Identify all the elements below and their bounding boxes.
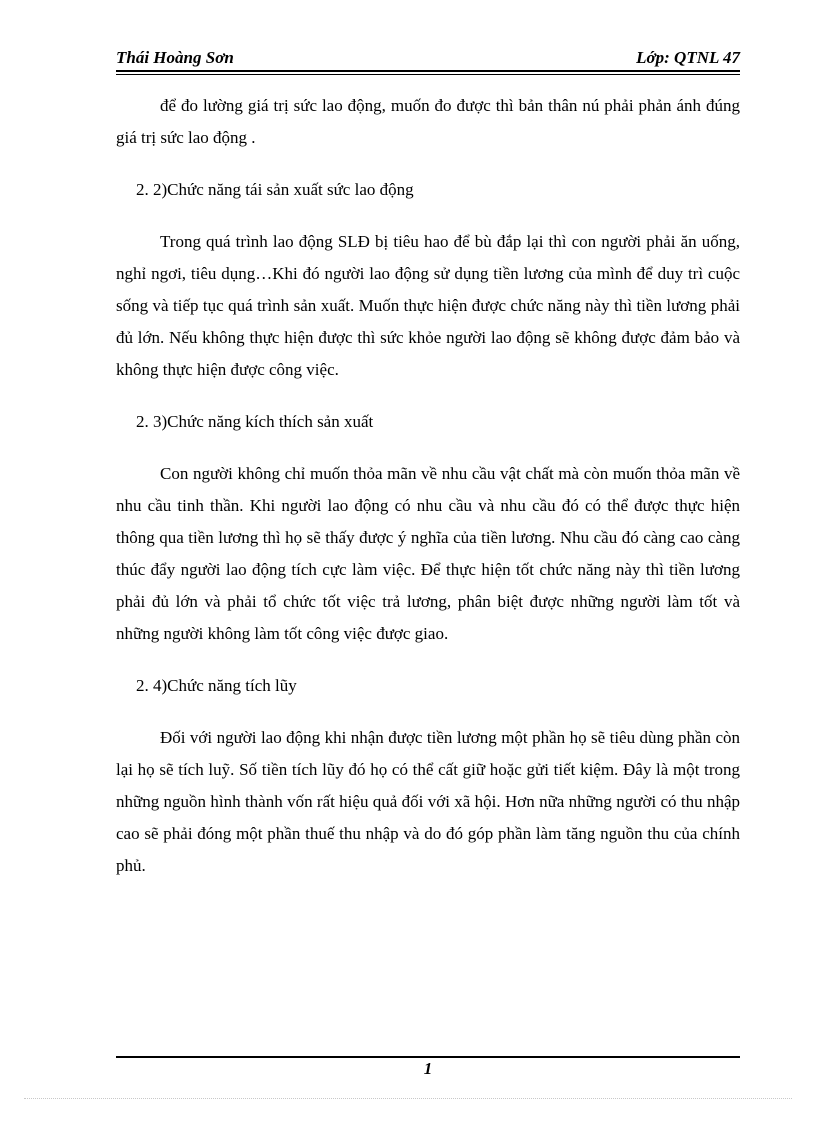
document-body	[116, 90, 740, 902]
intro-paragraph: để đo lường giá trị sức lao động, muốn đo được thì bản thân nú phải phản ánh đúng giá trị sức lao động .	[116, 96, 740, 147]
header-class-label: Lớp: QTNL 47	[636, 48, 740, 67]
page-number: 1	[423, 1059, 433, 1078]
section-body-reproduction: Trong quá trình lao động SLĐ bị tiêu hao để bù đắp lại thì con người phải ăn uống, nghỉ ngơi, tiêu dụng…Khi đó người lao động sử dụng tiền lương của mình để duy trì cuộc sống và tiếp tục quá trình sản xuất. Muốn thực hiện được chức năng này thì tiền lương phải đủ lớn. Nếu không thực hiện được thì sức khỏe người lao động sẽ không được đảm bảo và không thực hiện được công việc.	[116, 232, 740, 379]
footer-divider	[116, 1056, 740, 1058]
section-heading-stimulation: 2. 3)Chức năng kích thích sản xuất	[136, 412, 374, 431]
section-heading-reproduction: 2. 2)Chức năng tái sản xuất sức lao động	[136, 180, 414, 199]
section-heading-accumulation: 2. 4)Chức năng tích lũy	[136, 676, 297, 695]
page-bottom-dotted-edge	[24, 1098, 792, 1099]
header-author: Thái Hoàng Sơn	[116, 48, 234, 67]
header-divider-thin	[116, 74, 740, 75]
section-body-stimulation: Con người không chỉ muốn thỏa mãn về nhu cầu vật chất mà còn muốn thỏa mãn về nhu cầu tinh thần. Khi người lao động có nhu cầu và nhu cầu đó có thể được thực hiện thông qua tiền lương thì họ sẽ thấy được ý nghĩa của tiền lương. Nhu cầu đó càng cao càng thúc đẩy người lao động tích cực làm việc. Để thực hiện tốt chức năng này thì tiền lương phải đủ lớn và phải tổ chức tốt việc trả lương, phân biệt được những người làm tốt và những người không làm tốt công việc được giao.	[116, 464, 740, 643]
header-divider-thick	[116, 70, 740, 72]
section-body-accumulation: Đối với người lao động khi nhận được tiền lương một phần họ sẽ tiêu dùng phần còn lại họ sẽ tích luỹ. Số tiền tích lũy đó họ có thể cất giữ hoặc gửi tiết kiệm. Đây là một trong những nguồn hình thành vốn rất hiệu quả đối với xã hội. Hơn nữa những người có thu nhập cao sẽ phải đóng một phần thuế thu nhập và do đó góp phần làm tăng nguồn thu của chính phủ.	[116, 728, 740, 875]
page-header	[116, 48, 740, 68]
